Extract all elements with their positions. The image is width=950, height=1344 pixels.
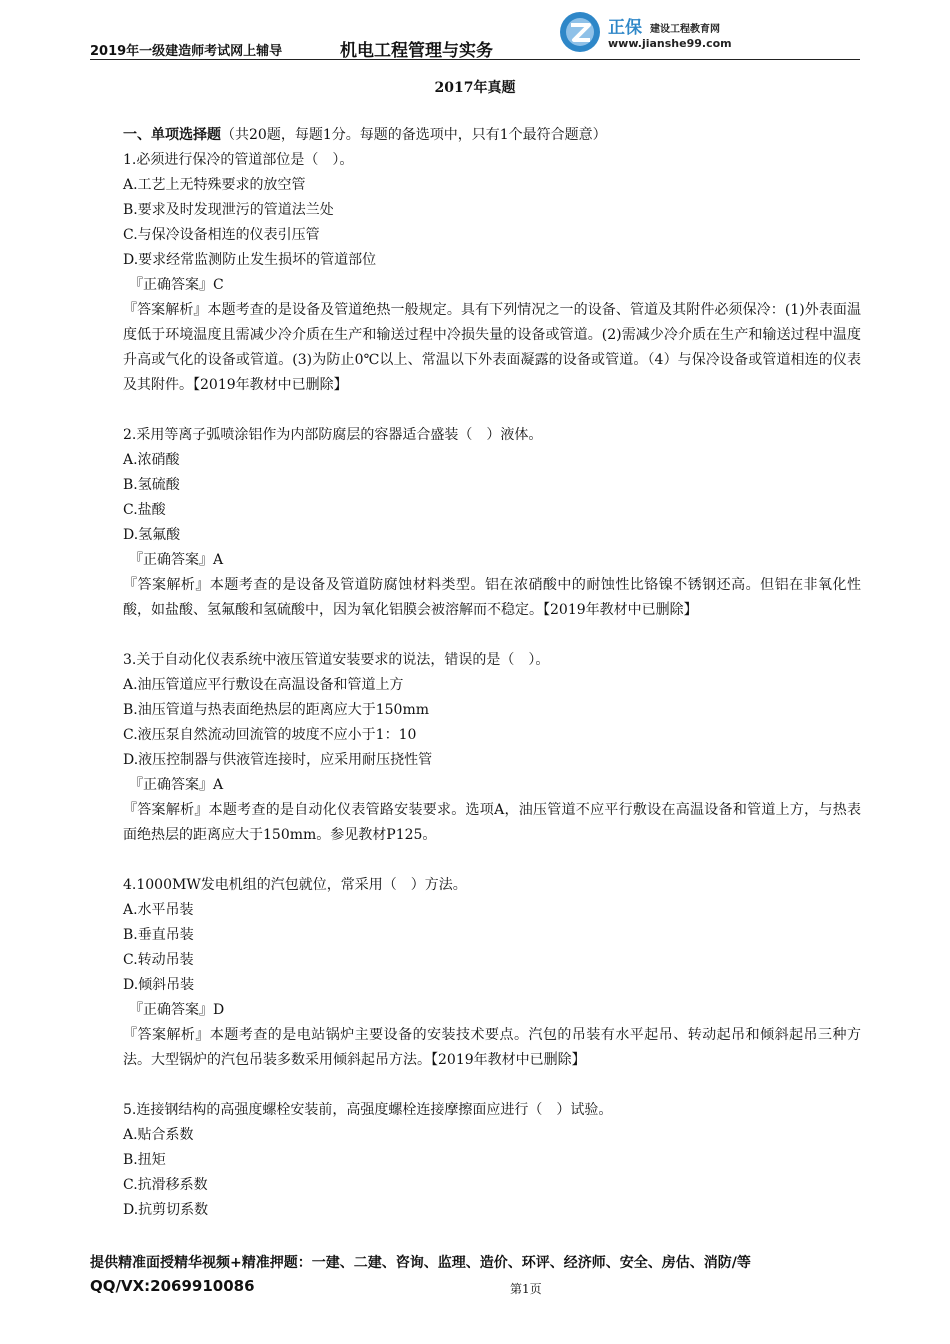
option-a: A.油压管道应平行敷设在高温设备和管道上方: [123, 677, 404, 693]
logo-brand-text: 正保: [608, 18, 642, 38]
question-1: [123, 148, 861, 398]
question-stem: 3.关于自动化仪表系统中液压管道安装要求的说法，错误的是（ ）。: [123, 652, 550, 668]
question-stem: 5.连接钢结构的高强度螺栓安装前，高强度螺栓连接摩擦面应进行（ ）试验。: [123, 1102, 613, 1118]
answer-explanation: 『答案解析』本题考查的是设备及管道防腐蚀材料类型。铝在浓硝酸中的耐蚀性比铬镍不锈钢还高。但铝在非氧化性酸，如盐酸、氢氟酸和氢硫酸中，因为氧化铝膜会被溶解而不稳定。【2019年教材中已删除】: [123, 577, 861, 618]
option-a: A.贴合系数: [123, 1127, 194, 1143]
option-a: A.工艺上无特殊要求的放空管: [123, 177, 306, 193]
logo-mark-icon: [558, 10, 602, 54]
correct-answer: 『正确答案』C: [129, 277, 224, 293]
header-divider: [90, 59, 860, 60]
header-course-label: 2019年一级建造师考试网上辅导: [90, 44, 283, 59]
option-d: D.倾斜吊装: [123, 977, 195, 993]
question-4: [123, 873, 861, 1073]
question-stem: 4.1000MW发电机组的汽包就位，常采用（ ）方法。: [123, 877, 467, 893]
option-c: C.盐酸: [123, 502, 166, 518]
option-d: D.液压控制器与供液管连接时，应采用耐压挠性管: [123, 752, 433, 768]
question-3: [123, 648, 861, 848]
option-b: B.要求及时发现泄污的管道法兰处: [123, 202, 334, 218]
option-c: C.抗滑移系数: [123, 1177, 208, 1193]
option-b: B.扭矩: [123, 1152, 166, 1168]
option-c: C.液压泵自然流动回流管的坡度不应小于1：10: [123, 727, 417, 743]
option-a: A.浓硝酸: [123, 452, 180, 468]
header-subject: 机电工程管理与实务: [340, 41, 493, 61]
section-heading: [123, 123, 861, 148]
answer-explanation: 『答案解析』本题考查的是自动化仪表管路安装要求。选项A，油压管道不应平行敷设在高温设备和管道上方，与热表面绝热层的距离应大于150mm。参见教材P125。: [123, 802, 861, 843]
footer-promo: 提供精准面授精华视频+精准押题：一建、二建、咨询、监理、造价、环评、经济师、安全、房估、消防/等: [90, 1255, 751, 1271]
brand-logo[interactable]: [558, 8, 858, 56]
option-d: D.要求经常监测防止发生损坏的管道部位: [123, 252, 377, 268]
correct-answer: 『正确答案』D: [129, 1002, 225, 1018]
footer-contact: QQ/VX:2069910086: [90, 1277, 255, 1295]
option-b: B.油压管道与热表面绝热层的距离应大于150mm: [123, 702, 430, 718]
document-title: 2017年真题: [434, 80, 516, 96]
option-c: C.与保冷设备相连的仪表引压管: [123, 227, 320, 243]
page-footer: [90, 1252, 860, 1312]
option-b: B.垂直吊装: [123, 927, 194, 943]
question-list: [123, 123, 861, 1223]
section-instructions: （共20题，每题1分。每题的备选项中，只有1个最符合题意）: [221, 127, 607, 143]
page-header: [90, 0, 860, 62]
question-2: [123, 423, 861, 623]
question-stem: 1.必须进行保冷的管道部位是（ ）。: [123, 152, 354, 168]
correct-answer: 『正确答案』A: [129, 777, 224, 793]
answer-explanation: 『答案解析』本题考查的是电站锅炉主要设备的安装技术要点。汽包的吊装有水平起吊、转动起吊和倾斜起吊三种方法。大型锅炉的汽包吊装多数采用倾斜起吊方法。【2019年教材中已删除】: [123, 1027, 861, 1068]
answer-explanation: 『答案解析』本题考查的是设备及管道绝热一般规定。具有下列情况之一的设备、管道及其附件必须保冷：(1)外表面温度低于环境温度且需减少冷介质在生产和输送过程中冷损失量的设备或管道。(2)需减少冷介质在生产和输送过程中温度升高或气化的设备或管道。(3)为防止0℃以上、常温以下外表面凝露的设备或管道。（4）与保冷设备或管道相连的仪表及其附件。【2019年教材中已删除】: [123, 302, 861, 393]
option-a: A.水平吊装: [123, 902, 194, 918]
option-c: C.转动吊装: [123, 952, 194, 968]
option-d: D.抗剪切系数: [123, 1202, 209, 1218]
logo-site-name: 建设工程教育网: [650, 24, 720, 35]
section-title: 一、单项选择题: [123, 127, 221, 143]
question-stem: 2.采用等离子弧喷涂铝作为内部防腐层的容器适合盛装（ ）液体。: [123, 427, 543, 443]
correct-answer: 『正确答案』A: [129, 552, 224, 568]
logo-url[interactable]: www.jianshe99.com: [608, 37, 732, 50]
option-b: B.氢硫酸: [123, 477, 180, 493]
question-5: [123, 1098, 861, 1223]
option-d: D.氢氟酸: [123, 527, 181, 543]
page-number: 第1页: [510, 1282, 542, 1296]
